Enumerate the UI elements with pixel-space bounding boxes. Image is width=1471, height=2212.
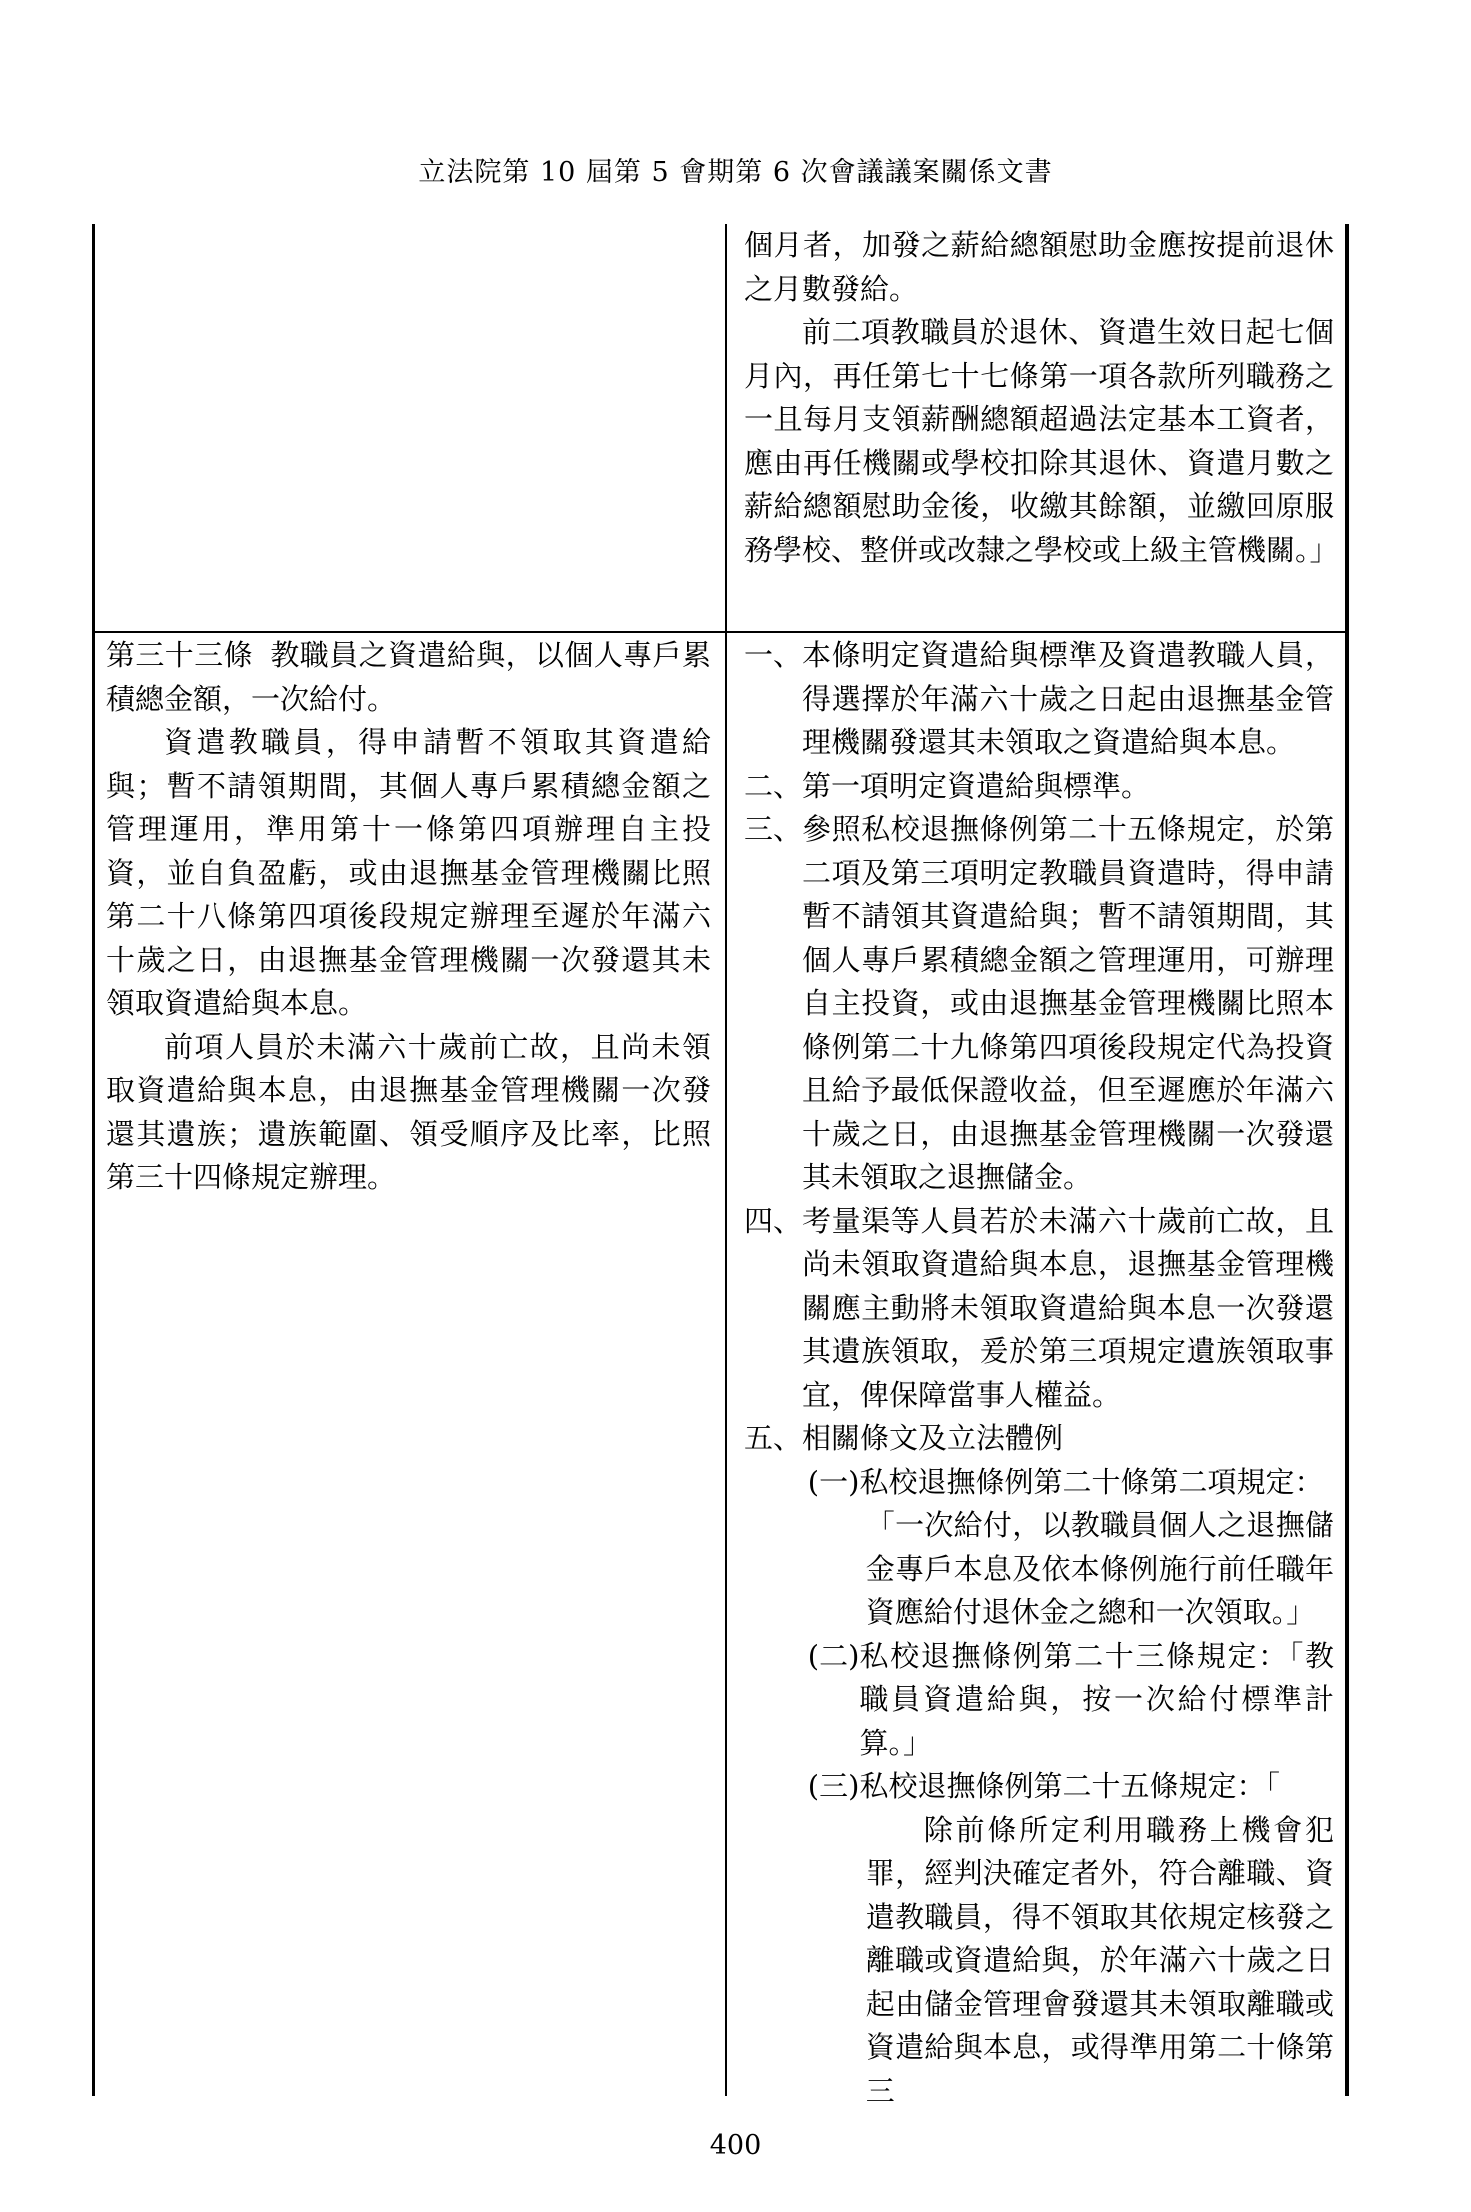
table-left-border bbox=[92, 224, 95, 2096]
article-text-cell bbox=[106, 634, 711, 1200]
item-text: 參照私校退撫條例第二十五條規定，於第二項及第三項明定教職員資遣時，得申請暫不請領其資遣給與；暫不請領期間，其個人專戶累積總金額之管理運用，可辦理自主投資，或由退撫基金管理機關比照本條例第二十九條第四項後段規定代為投資且給予最低保證收益，但至遲應於年滿六十歲之日，由退撫基金管理機關一次發還其未領取之退撫儲金。 bbox=[802, 812, 1334, 1194]
explanation-item bbox=[744, 634, 1334, 765]
continuation-paragraph: 前二項教職員於退休、資遣生效日起七個月內，再任第七十七條第一項各款所列職務之一且每月支領薪酬總額超過法定基本工資者，應由再任機關或學校扣除其退休、資遣月數之薪給總額慰助金後，收繳其餘額，並繳回原服務學校、整併或改隸之學校或上級主管機關。」 bbox=[744, 315, 1339, 567]
item-text: 本條明定資遣給與標準及資遣教職人員，得選擇於年滿六十歲之日起由退撫基金管理機關發還其未領取之資遣給與本息。 bbox=[802, 638, 1334, 759]
row1-explanation-cell bbox=[744, 224, 1339, 572]
sub-item-text: 私校退撫條例第二十五條規定：「 bbox=[859, 1769, 1280, 1803]
provision-quote: 除前條所定利用職務上機會犯罪，經判決確定者外，符合離職、資遣教職員，得不領取其依規定核發之離職或資遣給與，於年滿六十歲之日起由儲金管理會發還其未領取離職或資遣給與本息，或得準用第二十條第三 bbox=[865, 1812, 1334, 2108]
explanation-cell bbox=[744, 634, 1334, 2113]
article-first-text: 教職員之資遣給與，以個人專戶累積總金額，一次給付。 bbox=[106, 638, 711, 716]
explanation-item bbox=[744, 1417, 1334, 1461]
document-header: 立法院第 10 屆第 5 會期第 6 次會議議案關係文書 bbox=[418, 157, 1053, 188]
article-paragraph: 前項人員於未滿六十歲前亡故，且尚未領取資遣給與本息，由退撫基金管理機關一次發還其遺族；遺族範圍、領受順序及比率，比照第三十四條規定辦理。 bbox=[106, 1029, 711, 1194]
related-provision-item bbox=[808, 1461, 1334, 1505]
sub-item-number: (三) bbox=[807, 1769, 860, 1803]
item-text: 相關條文及立法體例 bbox=[802, 1421, 1064, 1455]
item-number: 四、 bbox=[744, 1203, 803, 1238]
table-column-divider bbox=[725, 224, 727, 2096]
article-paragraph: 資遣教職員，得申請暫不領取其資遣給與；暫不請領期間，其個人專戶累積總金額之管理運用，準用第十一條第四項辦理自主投資，並自負盈虧，或由退撫基金管理機關比照第二十八條第四項後段規定辦理至遲於年滿六十歲之日，由退撫基金管理機關一次發還其未領取資遣給與本息。 bbox=[106, 725, 711, 1020]
article-title: 第三十三條 bbox=[106, 638, 253, 672]
sub-item-text: 私校退撫條例第二十條第二項規定： bbox=[859, 1464, 1324, 1499]
explanation-item bbox=[744, 765, 1334, 809]
sub-item-number: (一) bbox=[807, 1464, 860, 1499]
item-text: 考量渠等人員若於未滿六十歲前亡故，且尚未領取資遣給與本息，退撫基金管理機關應主動將未領取資遣給與本息一次發還其遺族領取，爰於第三項規定遺族領取事宜，俾保障當事人權益。 bbox=[802, 1203, 1334, 1412]
item-number: 五、 bbox=[744, 1421, 803, 1455]
page-number: 400 bbox=[709, 2130, 762, 2161]
item-number: 二、 bbox=[744, 768, 803, 803]
sub-item-number: (二) bbox=[807, 1638, 860, 1673]
article-first-paragraph bbox=[106, 634, 711, 721]
item-text: 第一項明定資遣給與標準。 bbox=[802, 768, 1151, 803]
provision-quote: 「一次給付，以教職員個人之退撫儲金專戶本息及依本條例施行前任職年資應給付退休金之總和一次領取。」 bbox=[865, 1508, 1334, 1629]
related-provision-item bbox=[808, 1765, 1334, 1809]
explanation-item bbox=[744, 1200, 1334, 1418]
table-right-border bbox=[1345, 224, 1349, 2096]
item-number: 三、 bbox=[744, 812, 803, 846]
table-row-divider bbox=[92, 631, 1349, 633]
explanation-item bbox=[744, 808, 1334, 1200]
sub-item-text: 私校退撫條例第二十三條規定：「教職員資遣給與，按一次給付標準計算。」 bbox=[859, 1638, 1334, 1760]
comparison-table bbox=[92, 224, 1356, 2108]
item-number: 一、 bbox=[744, 638, 803, 672]
continuation-paragraph: 個月者，加發之薪給總額慰助金應按提前退休之月數發給。 bbox=[744, 228, 1334, 306]
related-provision-item bbox=[808, 1635, 1334, 1766]
